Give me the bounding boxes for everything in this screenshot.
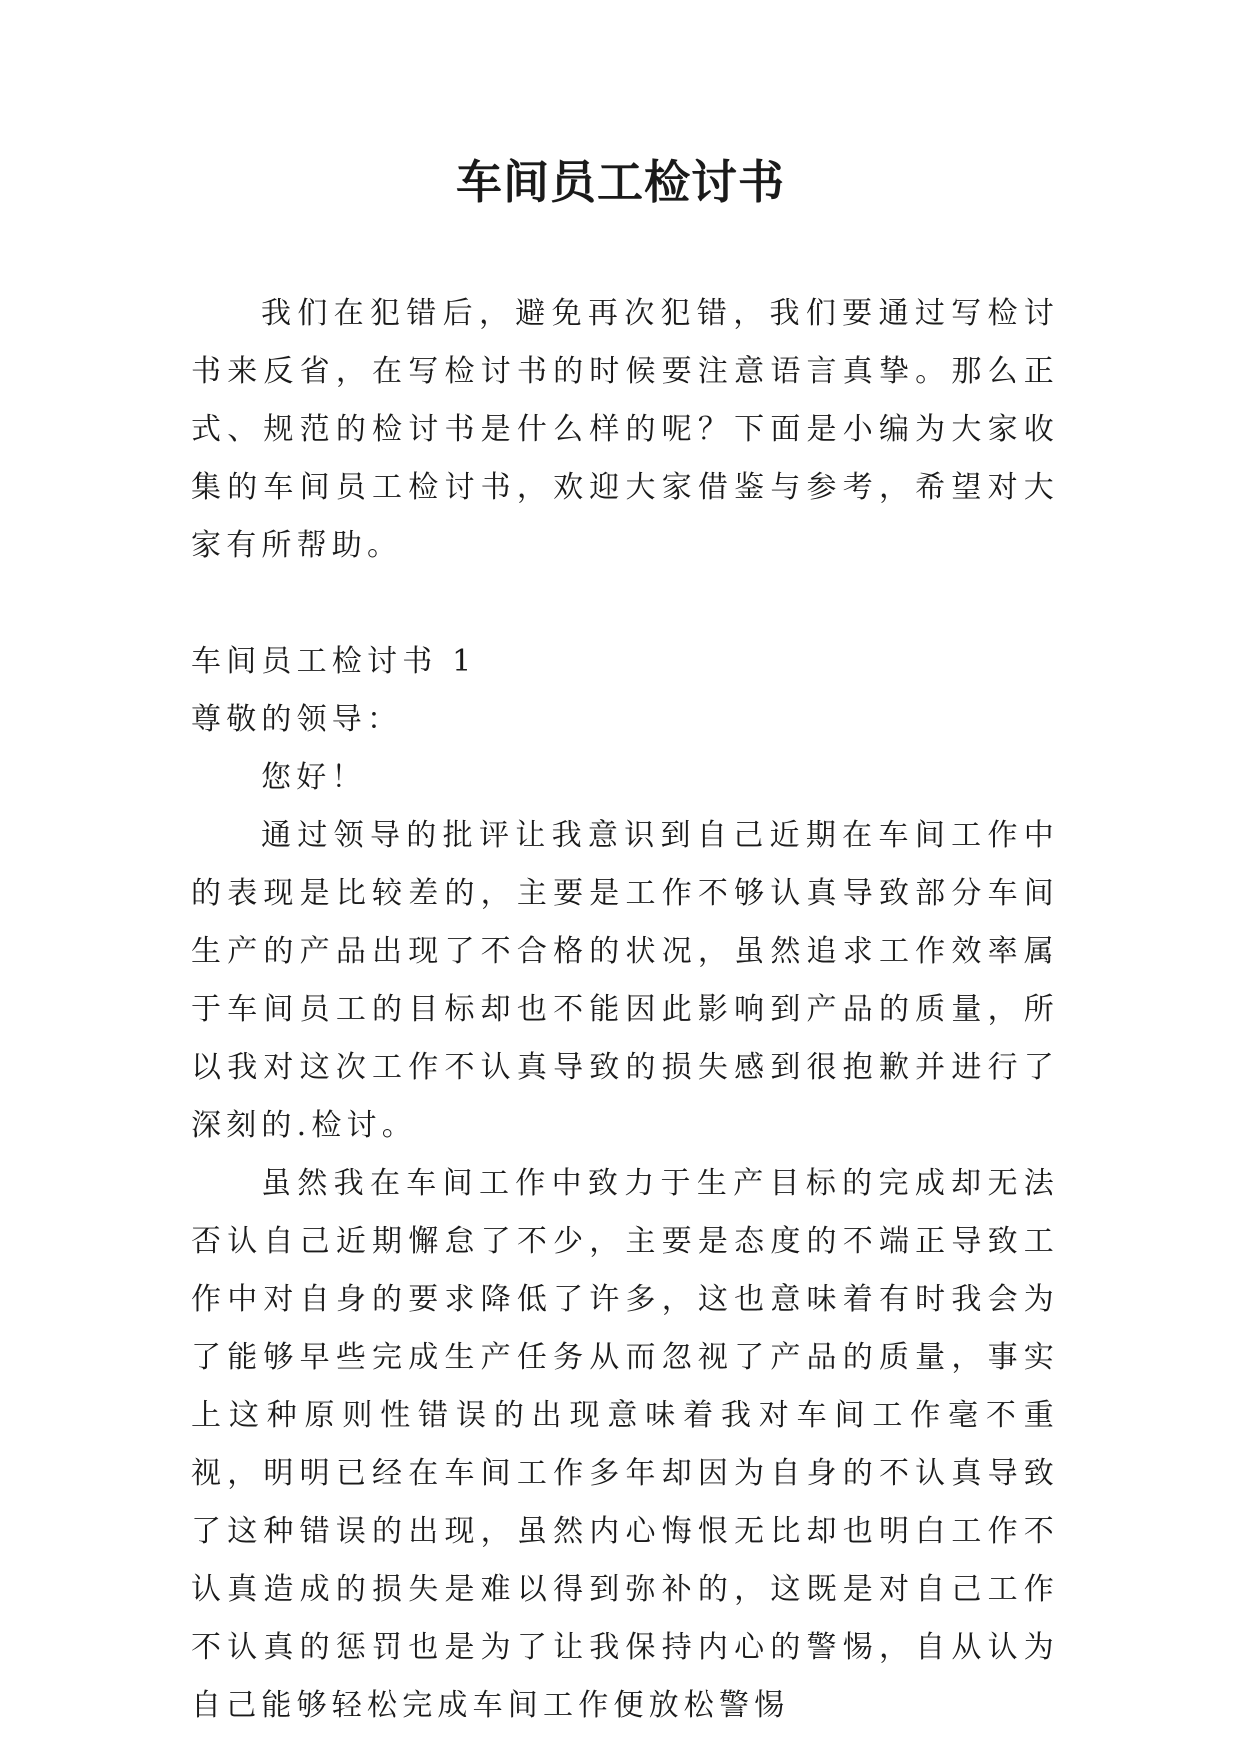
greeting: 您好！ [261, 760, 367, 795]
document-title: 车间员工检讨书 [456, 155, 785, 209]
document-body [191, 285, 1059, 1735]
intro-paragraph: 我们在犯错后，避免再次犯错，我们要通过写检讨书来反省，在写检讨书的时候要注意语言真挚。那么正式、规范的检讨书是什么样的呢？下面是小编为大家收集的车间员工检讨书，欢迎大家借鉴与参考，希望对大家有所帮助。 [191, 296, 1059, 563]
salutation: 尊敬的领导： [191, 702, 403, 737]
section-heading: 车间员工检讨书 1 [191, 644, 477, 679]
body-paragraph-1: 通过领导的批评让我意识到自己近期在车间工作中的表现是比较差的，主要是工作不够认真导致部分车间生产的产品出现了不合格的状况，虽然追求工作效率属于车间员工的目标却也不能因此影响到产品的质量，所以我对这次工作不认真导致的损失感到很抱歉并进行了深刻的.检讨。 [191, 818, 1059, 1143]
body-paragraph-2: 虽然我在车间工作中致力于生产目标的完成却无法否认自己近期懈怠了不少，主要是态度的不端正导致工作中对自身的要求降低了许多，这也意味着有时我会为了能够早些完成生产任务从而忽视了产品的质量，事实上这种原则性错误的出现意味着我对车间工作毫不重视，明明已经在车间工作多年却因为自身的不认真导致了这种错误的出现，虽然内心悔恨无比却也明白工作不认真造成的损失是难以得到弥补的，这既是对自己工作不认真的惩罚也是为了让我保持内心的警惕，自从认为自己能够轻松完成车间工作便放松警惕 [191, 1166, 1059, 1723]
